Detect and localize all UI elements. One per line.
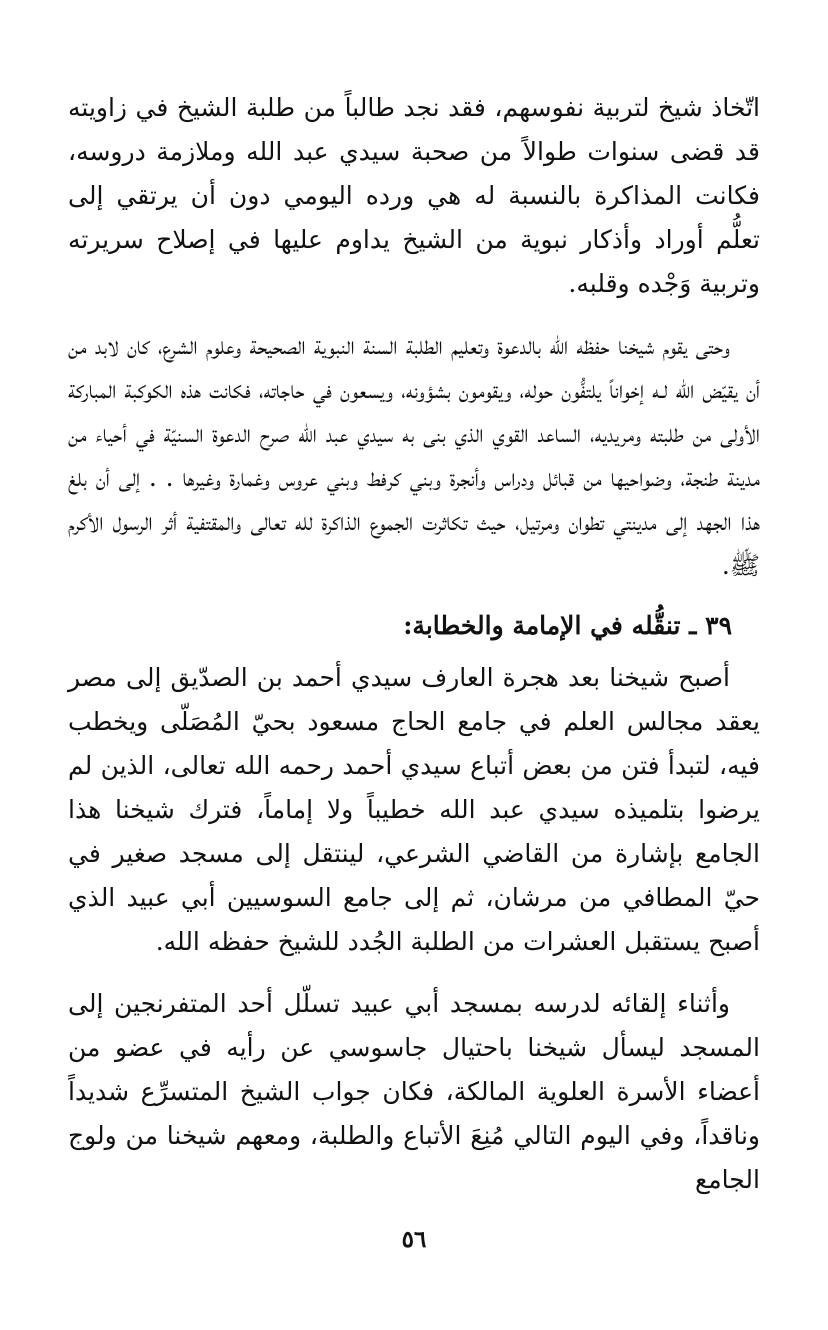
paragraph-4: وأثناء إلقائه لدرسه بمسجد أبي عبيد تسلّل أحد المتفرنجين إلى المسجد ليسأل شيخنا باحتيال جاسوسي عن رأيه في عضو من أعضاء الأسرة العلوية المالكة، فكان جواب الشيخ المتسرِّع شديداً وناقداً، وفي اليوم التالي مُنِعَ الأتباع والطلبة، ومعهم شيخنا من ولوج الجامع xyxy=(68,989,760,1194)
paragraph-1: اتّخاذ شيخ لتربية نفوسهم، فقد نجد طالباً من طلبة الشيخ في زاويته قد قضى سنوات طوالاً من صحبة سيدي عبد الله وملازمة دروسه، فكانت المذاكرة بالنسبة له هي ورده اليومي دون أن يرتقي إلى تعلُّم أوراد وأذكار نبوية من الشيخ يداوم عليها في إصلاح سريرته وتربية وَجْده وقلبه. xyxy=(68,93,760,298)
paragraph-gap xyxy=(68,306,760,324)
page-number: ٥٦ xyxy=(401,1226,427,1253)
section-heading: ٣٩ ـ تنقُّله في الإمامة والخطابة: xyxy=(403,611,732,640)
paragraph-gap xyxy=(68,964,760,982)
paragraph-3: أصبح شيخنا بعد هجرة العارف سيدي أحمد بن الصدّيق إلى مصر يعقد مجالس العلم في جامع الحاج مسعود بحيّ المُصَلّى ويخطب فيه، لتبدأ فتن من بعض أتباع سيدي أحمد رحمه الله تعالى، الذين لم يرضوا بتلميذه سيدي عبد الله خطيباً ولا إماماً، فترك شيخنا هذا الجامع بإشارة من القاضي الشرعي، لينتقل إلى مسجد صغير في حيّ المطافي من مرشان، ثم إلى جامع السوسيين أبي عبيد الذي أصبح يستقبل العشرات من الطلبة الجُدد للشيخ حفظه الله. xyxy=(68,663,760,956)
book-page xyxy=(68,86,760,1202)
paragraph-2: وحتى يقوم شيخنا حفظه الله بالدعوة وتعليم الطلبة السنة النبوية الصحيحة وعلوم الشرع، كان لابد من أن يقيّض الله لـه إخواناً يلتفُّون حوله، ويقومون بشؤونه، ويسعون في حاجاته، فكانت هذه الكوكبة المباركة الأولى من طلبته ومريديه، الساعد القوي الذي بنى به سيدي عبد الله صرح الدعوة السنيّة في أحياء من مدينة طنجة، وضواحيها من قبائل ودراس وأنجرة وبني كرفط وبني عروس وغمارة وغيرها . . إلى أن بلغ هذا الجهد إلى مدينتي تطوان ومرتيل، حيث تكاثرت الجموع الذاكرة لله تعالى والمقتفية أثر الرسول الأكرم ﷺ. xyxy=(68,331,760,580)
